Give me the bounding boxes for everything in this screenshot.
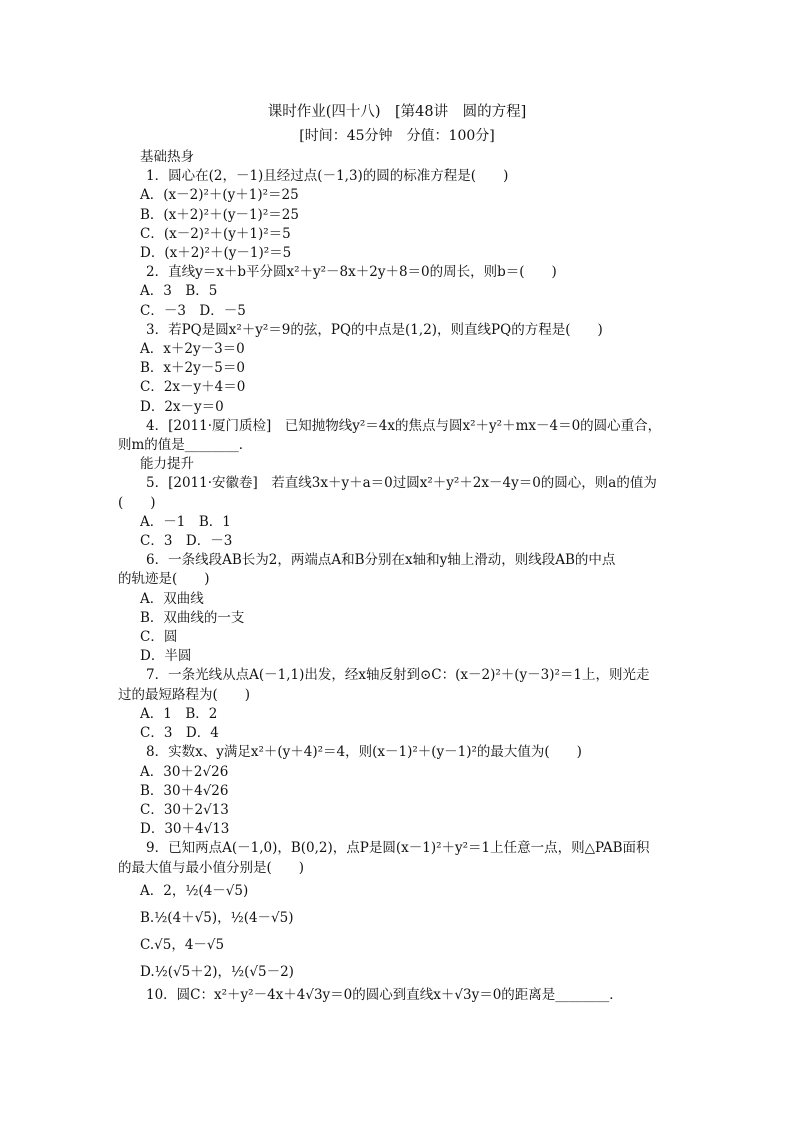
question-2-options-cd: C．－3 D．－5 (140, 302, 246, 319)
question-list (118, 148, 678, 1005)
question-5-stem: 5．[2011·安徽卷] 若直线3x＋y＋a＝0过圆x²＋y²＋2x－4y＝0的圆心，则a的值为 (146, 475, 657, 492)
question-8-option-d: D．30＋4√13 (140, 821, 230, 838)
question-3-option-b: B．x＋2y－5＝0 (140, 360, 245, 377)
question-9-option-b: B.½(4＋√5)，½(4－√5) (140, 909, 294, 926)
question-1-stem: 1．圆心在(2，－1)且经过点(－1,3)的圆的标准方程是( ) (146, 168, 509, 185)
question-5-stem-cont: ( ) (118, 494, 156, 511)
page-subtitle: [时间：45分钟 分值：100分] (299, 128, 495, 144)
question-7-stem: 7．一条光线从点A(－1,1)出发，经x轴反射到⊙C：(x－2)²＋(y－3)²＝1上，则光走 (146, 667, 650, 684)
question-6-option-a: A．双曲线 (140, 590, 204, 607)
question-10-stem: 10．圆C：x²＋y²－4x＋4√3y＝0的圆心到直线x＋√3y＝0的距离是________． (146, 986, 623, 1003)
question-5-options-ab: A．－1 B．1 (140, 513, 231, 530)
question-8-option-a: A．30＋2√26 (140, 763, 229, 780)
question-9-option-d: D.½(√5＋2)，½(√5－2) (140, 963, 294, 980)
question-7-options-cd: C．3 D．4 (140, 725, 219, 742)
question-7-stem-cont: 过的最短路程为( ) (118, 686, 251, 703)
question-6-stem-cont: 的轨迹是( ) (118, 571, 210, 588)
question-1-option-a: A．(x－2)²＋(y＋1)²＝25 (140, 187, 299, 204)
section-heading: 能力提升 (140, 456, 194, 473)
question-8-option-b: B．30＋4√26 (140, 782, 229, 799)
question-3-option-d: D．2x－y＝0 (140, 398, 224, 415)
question-4-stem: 4．[2011·厦门质检] 已知抛物线y²＝4x的焦点与圆x²＋y²＋mx－4＝0的圆心重合， (146, 417, 662, 434)
question-2-stem: 2．直线y＝x＋b平分圆x²＋y²－8x＋2y＋8＝0的周长，则b＝( ) (146, 264, 557, 281)
question-1-option-c: C．(x－2)²＋(y＋1)²＝5 (140, 225, 291, 242)
page-title: 课时作业(四十八) [第48讲 圆的方程] (267, 104, 527, 120)
question-9-option-a: A．2，½(4－√5) (140, 882, 249, 899)
question-6-option-c: C．圆 (140, 629, 178, 646)
question-6-option-d: D．半圆 (140, 648, 192, 665)
question-9-option-c: C.√5，4－√5 (140, 936, 225, 953)
question-3-option-a: A．x＋2y－3＝0 (140, 341, 245, 358)
question-5-options-cd: C．3 D．－3 (140, 533, 233, 550)
question-6-option-b: B．双曲线的一支 (140, 609, 245, 626)
question-1-option-d: D．(x＋2)²＋(y－1)²＝5 (140, 245, 292, 262)
question-2-options-ab: A．3 B．5 (140, 283, 218, 300)
question-1-option-b: B．(x＋2)²＋(y－1)²＝25 (140, 206, 299, 223)
question-8-stem: 8．实数x、y满足x²＋(y＋4)²＝4，则(x－1)²＋(y－1)²的最大值为( ) (146, 744, 582, 761)
question-7-options-ab: A．1 B．2 (140, 705, 218, 722)
question-9-stem-cont: 的最大值与最小值分别是( ) (118, 859, 305, 876)
question-9-stem: 9．已知两点A(－1,0)，B(0,2)，点P是圆(x－1)²＋y²＝1上任意一点，则△PAB面积 (146, 840, 650, 857)
section-heading: 基础热身 (140, 149, 194, 165)
question-4-stem-cont: 则m的值是________． (118, 437, 253, 454)
question-3-option-c: C．2x－y＋4＝0 (140, 379, 246, 396)
question-3-stem: 3．若PQ是圆x²＋y²＝9的弦，PQ的中点是(1,2)，则直线PQ的方程是( ) (146, 321, 603, 338)
question-6-stem: 6．一条线段AB长为2，两端点A和B分别在x轴和y轴上滑动，则线段AB的中点 (146, 552, 616, 569)
question-8-option-c: C．30＋2√13 (140, 801, 229, 818)
